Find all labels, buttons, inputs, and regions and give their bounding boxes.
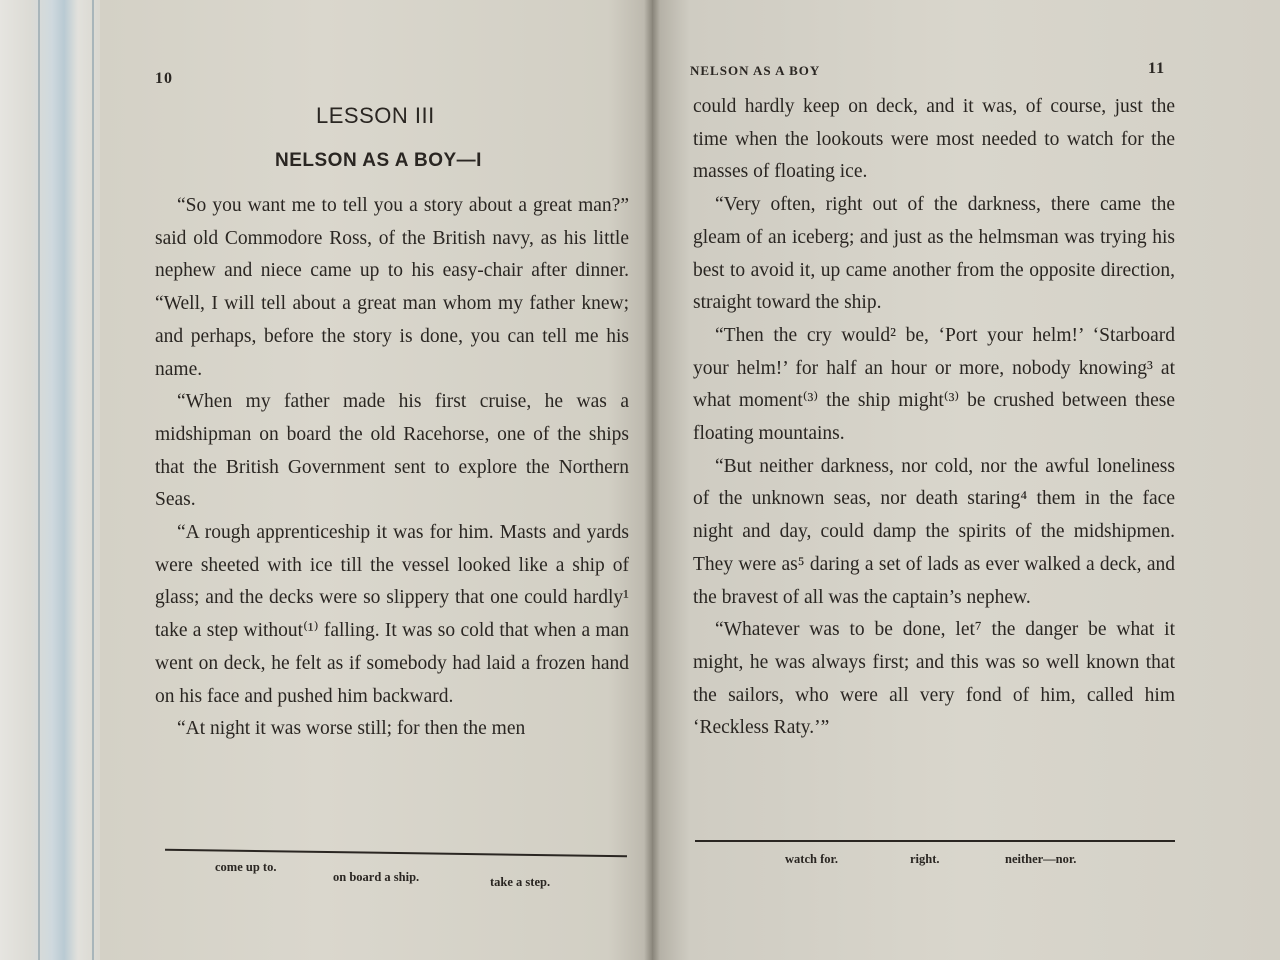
left-page-body bbox=[155, 190, 629, 746]
lesson-title: NELSON AS A BOY—I bbox=[275, 150, 482, 171]
paragraph: “When my father made his first cruise, he was a midshipman on board the old Racehorse, one of the ships that the British Government sent to explore the Northern Seas. bbox=[155, 391, 629, 511]
running-head: NELSON AS A BOY bbox=[690, 63, 821, 78]
paragraph: “At night it was worse still; for then the men bbox=[177, 718, 526, 740]
paragraph: “But neither darkness, nor cold, nor the awful loneliness of the unknown seas, nor death staring⁴ them in the face night and day, could damp the spirits of the midshipmen. They were as⁵ daring a set of lads as ever walked a deck, and the bravest of all was the captain’s nephew. bbox=[693, 455, 1175, 608]
lesson-heading: LESSON III bbox=[316, 103, 435, 128]
paragraph: “Whatever was to be done, let⁷ the danger be what it might, he was always first; and this was so well known that the sailors, who were all very fond of him, called him ‘Reckless Raty.’” bbox=[693, 619, 1175, 739]
footnote: neither—nor. bbox=[1005, 852, 1077, 866]
left-page-number: 10 bbox=[155, 70, 173, 87]
paragraph: “Very often, right out of the darkness, there came the gleam of an iceberg; and just as the helmsman was trying his best to avoid it, up came another from the opposite direction, straight toward the ship. bbox=[693, 194, 1175, 314]
right-page-body bbox=[693, 91, 1175, 745]
footnote: on board a ship. bbox=[333, 870, 420, 884]
footnote: right. bbox=[910, 852, 940, 866]
page-edge-line bbox=[92, 0, 94, 960]
footnote-rule bbox=[695, 840, 1175, 842]
footnote: take a step. bbox=[490, 875, 551, 889]
right-page-number: 11 bbox=[1148, 60, 1166, 77]
paragraph: “A rough apprenticeship it was for him. Masts and yards were sheeted with ice till the vessel looked like a ship of glass; and the decks were so slippery that one could hardly¹ take a step without⁽¹⁾ falling. It was so cold that when a man went on deck, he felt as if somebody had laid a frozen hand on his face and pushed him backward. bbox=[155, 522, 629, 707]
footnote: come up to. bbox=[215, 860, 277, 874]
paragraph: “Then the cry would² be, ‘Port your helm!’ ‘Starboard your helm!’ for half an hour or more, nobody knowing³ at what moment⁽³⁾ the ship might⁽³⁾ be crushed between these floating mountains. bbox=[693, 324, 1175, 445]
paragraph: could hardly keep on deck, and it was, of course, just the time when the lookouts were most needed to watch for the masses of floating ice. bbox=[693, 96, 1175, 183]
book-gutter bbox=[644, 0, 660, 960]
page-edge-line bbox=[38, 0, 40, 960]
footnote: watch for. bbox=[785, 852, 839, 866]
paragraph: “So you want me to tell you a story about a great man?” said old Commodore Ross, of the British navy, as his little nephew and niece came up to his easy-chair after dinner. “Well, I will tell about a great man whom my father knew; and perhaps, before the story is done, you can tell me his name. bbox=[155, 195, 629, 380]
book-page-edges bbox=[0, 0, 105, 960]
